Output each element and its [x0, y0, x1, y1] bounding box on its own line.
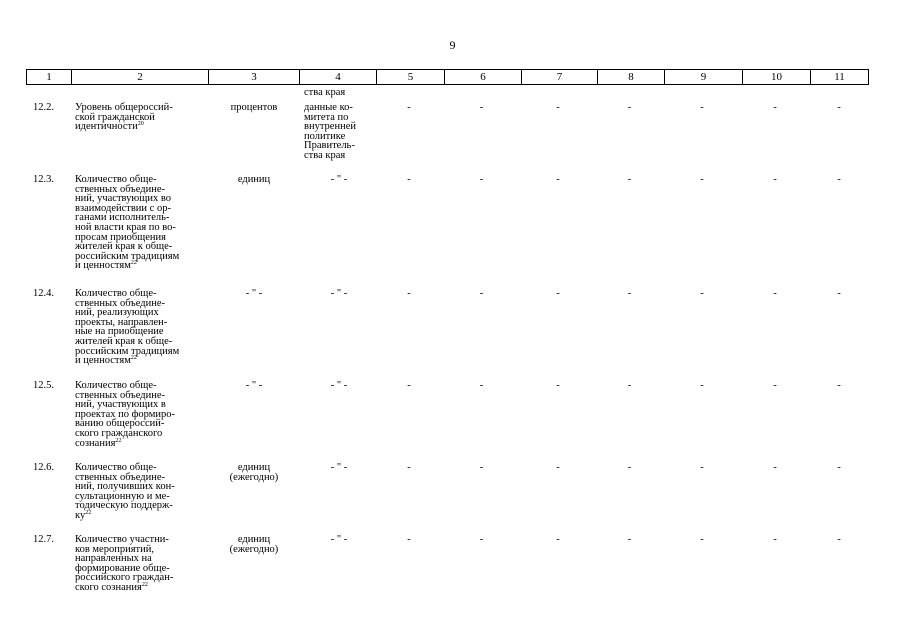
value-col-11: -	[837, 462, 841, 473]
unit: - " -	[245, 380, 263, 391]
header-col-11: 11	[810, 70, 868, 84]
value-col-10: -	[773, 174, 777, 185]
value-col-10: -	[773, 102, 777, 113]
indicator-text: Количество обще- ственных объедине- ний, участвующих в проектах по формиро- ванию общероссий- ского гражданского сознания	[75, 380, 176, 449]
indicator-text: Количество обще- ственных объедине- ний, реализующих проекты, направлен- ные на приобщение жителей края к обще- российским традициям и ценностям	[75, 288, 180, 367]
value-col-7: -	[556, 102, 560, 113]
footnote-ref: 22	[130, 355, 137, 362]
source: данные ко- митета по внутренней политике Правитель- ства края	[304, 102, 356, 161]
header-col-6: 6	[444, 70, 521, 84]
value-col-10: -	[773, 380, 777, 391]
value-col-5: -	[407, 380, 411, 391]
row-number: 12.3.	[33, 174, 54, 185]
value-col-9: -	[700, 288, 704, 299]
header-col-7: 7	[521, 70, 597, 84]
indicator-text: Уровень общероссий- ской гражданской идентичности	[75, 102, 173, 133]
value-col-9: -	[700, 462, 704, 473]
value-col-6: -	[479, 102, 484, 113]
header-col-9: 9	[664, 70, 742, 84]
footnote-ref: 22	[130, 260, 137, 267]
value-col-5: -	[407, 102, 411, 113]
value-col-7: -	[556, 380, 560, 391]
value-col-6: -	[479, 534, 484, 545]
unit: единиц (ежегодно)	[229, 462, 279, 483]
row-number: 12.7.	[33, 534, 54, 545]
value-col-7: -	[556, 534, 560, 545]
value-col-7: -	[556, 462, 560, 473]
row-number: 12.2.	[33, 102, 54, 113]
value-col-5: -	[407, 174, 411, 185]
footnote-ref: 22	[141, 581, 148, 588]
indicator-name	[75, 175, 205, 271]
header-col-10: 10	[742, 70, 810, 84]
value-col-8: -	[627, 380, 632, 391]
value-col-9: -	[700, 380, 704, 391]
row-number: 12.6.	[33, 462, 54, 473]
indicator-text: Количество обще- ственных объедине- ний, получивших кон- сультационную и ме- тодическую поддерж- ку	[75, 462, 175, 521]
source: - " -	[330, 462, 348, 473]
value-col-8: -	[627, 102, 632, 113]
footnote-ref: 22	[85, 509, 92, 516]
page-number: 9	[449, 38, 456, 52]
unit: единиц	[237, 174, 271, 185]
value-col-10: -	[773, 462, 777, 473]
continuation-text: ства края	[304, 87, 346, 98]
footnote-ref: 20	[137, 121, 144, 128]
value-col-6: -	[479, 174, 484, 185]
value-col-9: -	[700, 102, 704, 113]
header-col-5: 5	[376, 70, 444, 84]
header-col-4: 4	[299, 70, 376, 84]
value-col-10: -	[773, 288, 777, 299]
value-col-11: -	[837, 534, 841, 545]
row-number: 12.5.	[33, 380, 54, 391]
value-col-10: -	[773, 534, 777, 545]
value-col-11: -	[837, 102, 841, 113]
indicator-name	[75, 463, 205, 521]
value-col-11: -	[837, 288, 841, 299]
value-col-8: -	[627, 288, 632, 299]
header-col-2: 2	[71, 70, 208, 84]
table-header	[26, 69, 869, 85]
value-col-9: -	[700, 534, 704, 545]
unit: - " -	[245, 288, 263, 299]
source: - " -	[330, 380, 348, 391]
indicator-name	[75, 535, 205, 593]
value-col-9: -	[700, 174, 704, 185]
unit: процентов	[230, 102, 278, 113]
unit: единиц (ежегодно)	[229, 534, 279, 555]
row-number: 12.4.	[33, 288, 54, 299]
value-col-8: -	[627, 174, 632, 185]
value-col-5: -	[407, 462, 411, 473]
header-col-1: 1	[46, 71, 52, 83]
value-col-5: -	[407, 534, 411, 545]
value-col-6: -	[479, 288, 484, 299]
source: - " -	[330, 534, 348, 545]
footnote-ref: 22	[115, 437, 122, 444]
source: - " -	[330, 288, 348, 299]
value-col-6: -	[479, 380, 484, 391]
value-col-11: -	[837, 380, 841, 391]
source: - " -	[330, 174, 348, 185]
value-col-7: -	[556, 174, 560, 185]
value-col-8: -	[627, 462, 632, 473]
indicator-name	[75, 381, 205, 448]
indicator-name	[75, 289, 205, 366]
value-col-7: -	[556, 288, 560, 299]
value-col-11: -	[837, 174, 841, 185]
value-col-8: -	[627, 534, 632, 545]
header-col-8: 8	[597, 70, 664, 84]
indicator-text: Количество участни- ков мероприятий, направленных на формирование обще- российского граждан- ского сознания	[75, 534, 174, 593]
indicator-text: Количество обще- ственных объедине- ний, участвующих во взаимодействии с ор- ганами исполнитель- ной власти края по во- просам приобщения жителей края к обще- российским традициям и ценностям	[75, 174, 180, 272]
header-col-3: 3	[208, 70, 299, 84]
value-col-5: -	[407, 288, 411, 299]
value-col-6: -	[479, 462, 484, 473]
indicator-name	[75, 103, 205, 132]
